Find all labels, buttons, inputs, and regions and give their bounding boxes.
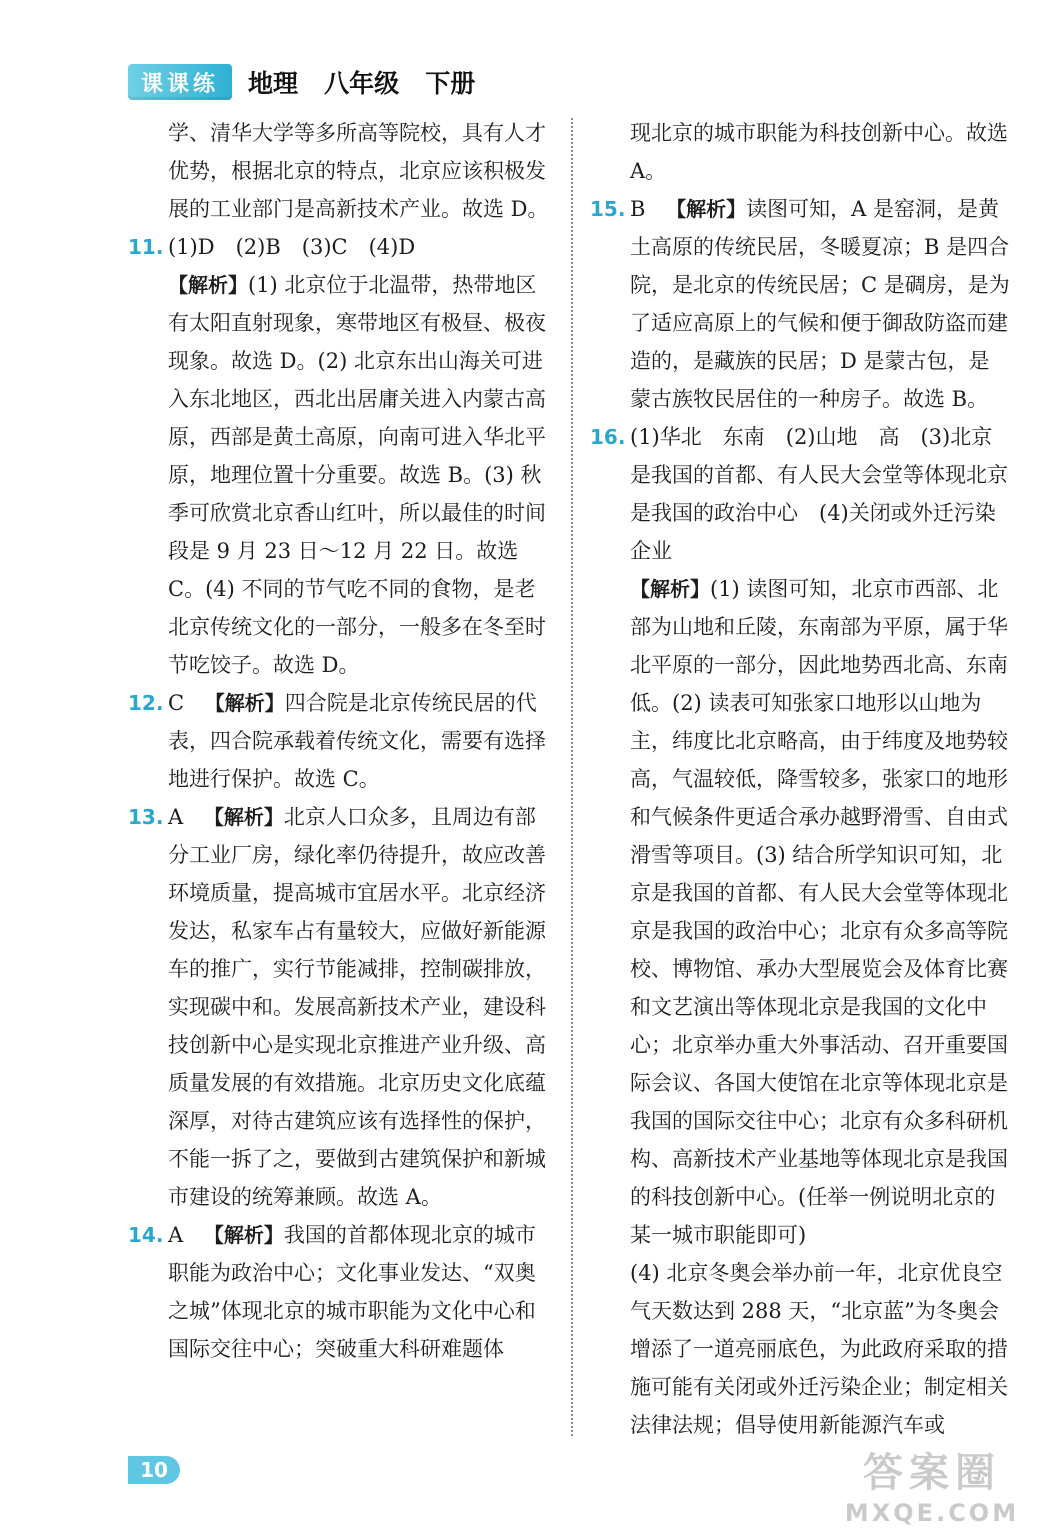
- series-badge: 课课练: [128, 64, 232, 100]
- q10-text: 学、清华大学等多所高等院校，具有人才优势，根据北京的特点，北京应该积极发展的工业部门是高新技术产业。故选 D。: [168, 121, 549, 221]
- question-number: 14.: [128, 1223, 164, 1247]
- analysis-tag: 【解析】: [204, 691, 285, 715]
- question-16: [590, 418, 1010, 1444]
- question-15: [590, 190, 1010, 418]
- analysis-tag: 【解析】: [630, 577, 710, 601]
- analysis-text: 四合院是北京传统民居的代表，四合院承载着传统文化，需要有选择地进行保护。故选 C。: [168, 691, 546, 791]
- column-divider: [571, 118, 573, 1436]
- question-14: [128, 1216, 556, 1368]
- question-12: [128, 684, 556, 798]
- question-number: 13.: [128, 805, 164, 829]
- analysis-text: (1) 北京位于北温带，热带地区有太阳直射现象，寒带地区有极昼、极夜现象。故选 D。(2) 北京东出山海关可进入东北地区，西北出居庸关进入内蒙古高原，西部是黄土高原，向南可进入华北平原，地理位置十分重要。故选 B。(3) 秋季可欣赏北京香山红叶，所以最佳的时间段是 9 月 23 日～12 月 22 日。故选 C。(4) 不同的节气吃不同的食物，是老北京传统文化的一部分，一般多在冬至时节吃饺子。故选 D。: [168, 273, 546, 677]
- q10-continuation: [128, 114, 556, 228]
- question-number: 12.: [128, 691, 164, 715]
- question-number: 15.: [590, 197, 626, 221]
- analysis-text: (1) 读图可知，北京市西部、北部为山地和丘陵，东南部为平原，属于华北平原的一部分，因此地势西北高、东南低。(2) 读表可知张家口地形以山地为主，纬度比北京略高，由于纬度及地势较高，气温较低，降雪较多，张家口的地形和气候条件更适合承办越野滑雪、自由式滑雪等项目。(3) 结合所学知识可知，北京是我国的首都、有人民大会堂等体现北京是我国的政治中心；北京有众多高等院校、博物馆、承办大型展览会及体育比赛和文艺演出等体现北京是我国的文化中心；北京举办重大外事活动、召开重要国际会议、各国大使馆在北京等体现北京是我国的国际交往中心；北京有众多科研机构、高新技术产业基地等体现北京是我国的科技创新中心。(任举一例说明北京的某一城市职能即可): [630, 577, 1008, 1247]
- answer: (1)D (2)B (3)C (4)D: [168, 235, 416, 259]
- book-title: 地理 八年级 下册: [248, 69, 476, 98]
- question-number: 11.: [128, 235, 164, 259]
- analysis-text: 读图可知，A 是窑洞，是黄土高原的传统民居，冬暖夏凉；B 是四合院，是北京的传统民居；C 是碉房，是为了适应高原上的气候和便于御敌防盗而建造的，是藏族的民居；D 是蒙古包，是蒙古族牧民居住的一种房子。故选 B。: [630, 197, 1010, 411]
- page-header: [128, 62, 475, 102]
- question-number: 16.: [590, 425, 626, 449]
- analysis-text-part-4: (4) 北京冬奥会举办前一年，北京优良空气天数达到 288 天，“北京蓝”为冬奥会增添了一道亮丽底色，为此政府采取的措施可能有关闭或外迁污染企业；制定相关法律法规；倡导使用新能源汽车或: [630, 1261, 1008, 1437]
- watermark-text-top: 答案圈: [863, 1450, 1001, 1496]
- question-11: [128, 228, 556, 684]
- watermark-logo: [837, 1448, 1027, 1534]
- q14-cont-text: 现北京的城市职能为科技创新中心。故选 A。: [630, 121, 1008, 183]
- question-13: [128, 798, 556, 1216]
- answer: (1)华北 东南 (2)山地 高 (3)北京是我国的首都、有人民大会堂等体现北京是我国的政治中心 (4)关闭或外迁污染企业: [630, 425, 1008, 563]
- answer: A: [168, 805, 184, 829]
- answer: B: [630, 197, 646, 221]
- answer: C: [168, 691, 185, 715]
- right-column: [590, 114, 1010, 1444]
- analysis-tag: 【解析】: [203, 805, 284, 829]
- answer: A: [168, 1223, 184, 1247]
- analysis-text: 北京人口众多，且周边有部分工业厂房，绿化率仍待提升，故应改善环境质量，提高城市宜居水平。北京经济发达，私家车占有量较大，应做好新能源车的推广，实行节能减排，控制碳排放，实现碳中和。发展高新技术产业，建设科技创新中心是实现北京推进产业升级、高质量发展的有效措施。北京历史文化底蕴深厚，对待古建筑应该有选择性的保护，不能一拆了之，要做到古建筑保护和新城市建设的统筹兼顾。故选 A。: [168, 805, 546, 1209]
- left-column: [128, 114, 556, 1368]
- watermark-text-bottom: MXQE.COM: [844, 1499, 1020, 1527]
- analysis-tag: 【解析】: [168, 273, 248, 297]
- q14-continuation: [590, 114, 1010, 190]
- analysis-tag: 【解析】: [203, 1223, 284, 1247]
- analysis-text: 我国的首都体现北京的城市职能为政治中心；文化事业发达、“双奥之城”体现北京的城市职能为文化中心和国际交往中心；突破重大科研难题体: [168, 1223, 536, 1361]
- page-number: 10: [128, 1456, 180, 1484]
- analysis-tag: 【解析】: [666, 197, 747, 221]
